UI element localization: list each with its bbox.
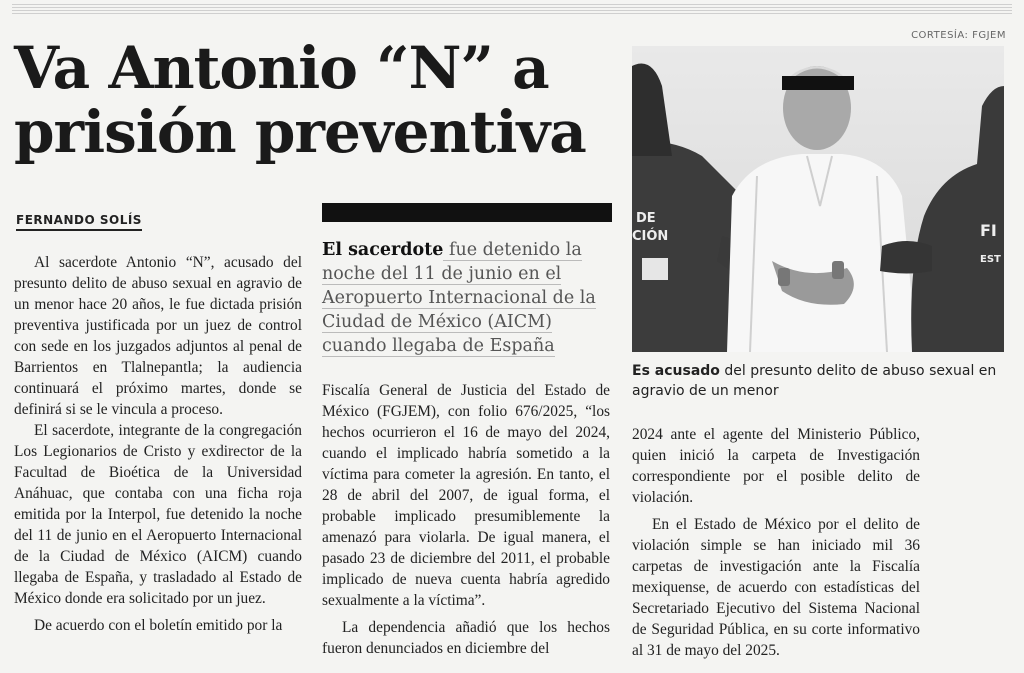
photo-credit: CORTESÍA: FGJEM bbox=[911, 30, 1006, 41]
paragraph: La dependencia añadió que los hechos fueron denunciados en diciembre del bbox=[322, 619, 610, 657]
article-column-2 bbox=[322, 380, 610, 659]
uniform-text: CIÓN bbox=[632, 229, 669, 244]
byline: FERNANDO SOLÍS bbox=[16, 213, 142, 231]
pullquote-lead: El sacerdote bbox=[322, 240, 444, 260]
top-rule bbox=[12, 4, 1012, 14]
paragraph: Al sacerdote Antonio “N”, acusado del presunto delito de abuso sexual en agravio de un menor hace 20 años, le fue dictada prisión preventiva justificada por un juez de control con sede en los juzgados adjuntos al penal de Barrientos en Tlalnepantla; la audiencia continuará el próximo martes, donde se definirá si se le vincula a proceso. bbox=[14, 254, 302, 418]
photo-caption bbox=[632, 361, 1004, 401]
headline: Va Antonio “N” a prisión preventiva bbox=[14, 34, 586, 166]
uniform-text: EST bbox=[980, 254, 1001, 265]
pullquote bbox=[322, 238, 612, 358]
news-photo bbox=[632, 46, 1004, 352]
paragraph: 2024 ante el agente del Ministerio Público, quien inició la carpeta de Investigación correspondiente por el posible delito de violación. bbox=[632, 426, 920, 506]
paragraph: Fiscalía General de Justicia del Estado de México (FGJEM), con folio 676/2025, “los hechos ocurrieron el 16 de mayo del 2024, cuando el implicado habría sometido a la víctima para cometer la agresión. En tanto, el 28 de abril del 2007, de igual forma, el probable implicado presumiblemente la amenazó para violarla. De igual manera, el pasado 23 de diciembre del 2011, el probable implicado de nueva cuenta habría agredido sexualmente a la víctima”. bbox=[322, 382, 610, 609]
article-column-3 bbox=[632, 424, 920, 661]
pullquote-text: fue detenido la noche del 11 de junio en el Aeropuerto Internacional de la Ciudad de México (AICM) cuando llegaba de España bbox=[322, 240, 596, 356]
caption-lead: Es acusado bbox=[632, 363, 720, 379]
paragraph: De acuerdo con el boletín emitido por la bbox=[34, 617, 283, 634]
paragraph: El sacerdote, integrante de la congregación Los Legionarios de Cristo y exdirector de la Facultad de Bioética de la Universidad Anáhuac, que contaba con una ficha roja emitida por la Interpol, fue detenido la noche del 11 de junio en el Aeropuerto Internacional de la Ciudad de México (AICM) cuando llegaba de España, y trasladado al Estado de México donde era solicitado por un juez. bbox=[14, 422, 302, 607]
uniform-text: DE bbox=[636, 211, 656, 226]
uniform-text: FI bbox=[980, 221, 997, 240]
pullquote-bar bbox=[322, 203, 612, 222]
face-censor-bar bbox=[782, 76, 854, 90]
paragraph: En el Estado de México por el delito de violación simple se han iniciado mil 36 carpetas de investigación ante la Fiscalía mexiquense, de acuerdo con estadísticas del Secretariado Ejecutivo del Sistema Nacional de Seguridad Pública, en su corte informativo al 31 de mayo del 2025. bbox=[632, 516, 920, 659]
article-column-1 bbox=[14, 252, 302, 636]
caption-text: del presunto delito de abuso sexual en agravio de un menor bbox=[632, 363, 997, 399]
